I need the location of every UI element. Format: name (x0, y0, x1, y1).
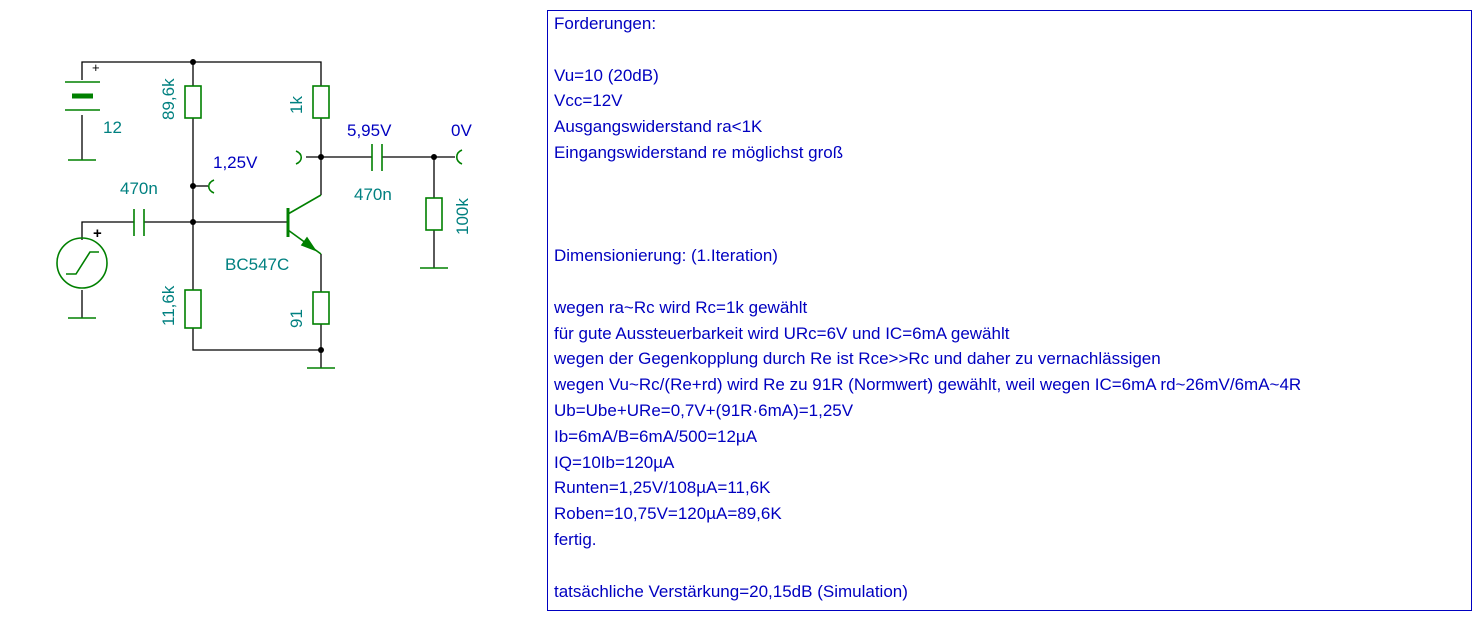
dimensioning-line: wegen der Gegenkopplung durch Re ist Rce>>Rc und daher zu vernachlässigen (554, 349, 1161, 369)
c-in-label: 470n (120, 179, 158, 198)
dimensioning-line: IQ=10Ib=120µA (554, 452, 675, 472)
dimensioning-line: Ub=Ube+URe=0,7V+(91R·6mA)=1,25V (554, 400, 854, 420)
dimensioning-line: wegen ra~Rc wird Rc=1k gewählt (554, 297, 808, 317)
dimensioning-line: wegen Vu~Rc/(Re+rd) wird Re zu 91R (Normwert) gewählt, weil wegen IC=6mA rd~26mV/6mA~4R (554, 375, 1302, 395)
vm-collector-label: 5,95V (347, 121, 392, 140)
r-top-base-label: 89,6k (159, 78, 178, 120)
dimensioning-title: Dimensionierung: (1.Iteration) (554, 246, 778, 266)
resistors (185, 86, 442, 328)
requirements-title: Forderungen: (554, 14, 657, 33)
circuit-schematic (0, 0, 540, 623)
c-out-label: 470n (354, 185, 392, 204)
design-notes-box (547, 10, 1472, 611)
source-plus: + (93, 225, 102, 242)
dimensioning-line: Runten=1,25V/108µA=11,6K (554, 478, 771, 498)
requirement-line: Eingangswiderstand re möglichst groß (554, 142, 844, 162)
r-bottom-base-label: 11,6k (159, 285, 178, 326)
transistor-label: BC547C (225, 255, 290, 274)
requirement-line: Vu=10 (20dB) (554, 65, 659, 85)
dimensioning-line: Ib=6mA/B=6mA/500=12µA (554, 426, 758, 446)
dimensioning-line: fertig. (554, 529, 597, 549)
requirement-line: Ausgangswiderstand ra<1K (554, 117, 763, 137)
vm-out-label: 0V (451, 121, 472, 140)
npn-transistor-icon (288, 195, 321, 254)
vm-base-label: 1,25V (213, 153, 258, 172)
wires (82, 62, 455, 368)
battery-symbol (65, 82, 100, 110)
r-emitter-label: 91 (287, 309, 306, 328)
r-collector-label: 1k (287, 96, 306, 114)
result-line: tatsächliche Verstärkung=20,15dB (Simulation) (554, 581, 908, 601)
battery-label: 12 (103, 118, 122, 137)
dimensioning-line: Roben=10,75V=120µA=89,6K (554, 504, 782, 524)
r-load-label: 100k (453, 198, 472, 235)
battery-plus: + (92, 60, 100, 75)
signal-source-icon (57, 238, 107, 288)
requirement-line: Vcc=12V (554, 91, 623, 111)
dimensioning-line: für gute Aussteuerbarkeit wird URc=6V und IC=6mA gewählt (554, 323, 1010, 343)
